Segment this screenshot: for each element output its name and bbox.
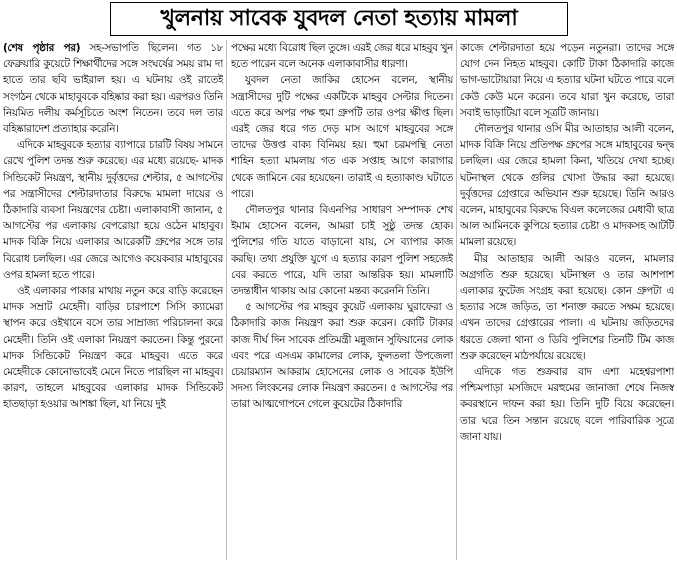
paragraph: যুবদল নেতা জাকির হোসেন বলেন, স্থানীয় সন্ত্রাসীদের দুটি পক্ষের একটিকে মাহবুব সেল্টার দিতেন। এতে করে অপর পক্ষ হুমা গ্রুপটি তার ওপর ক্ষীপ্ত ছিল। এরই জের ধরে গত দেড় মাস আগে মাহবুবের সঙ্গে তাদের উত্তপ্ত বাক্য বিনিময় হয়। হুমা চরমপন্থি নেতা শাহিন হত্যা মামলায় গত এক সপ্তাহ আগে কারাগার থেকে জামিনে বের হয়েছেন। তারাই এ হত্যাকাণ্ড ঘটাতে পারে। bbox=[231, 74, 453, 200]
article-column-2 bbox=[231, 40, 453, 560]
paragraph: এদিকে গত শুক্রবার বাদ এশা মহেশ্বরপাশা পশ্চিমপাড়া মসজিদে মরহুমের জানাজা শেষে নিজস্ব কবরস্থানে দাফন করা হয়। তিনি দুটি বিয়ে করেছেন। তার ঘরে তিন সন্তান রয়েছে বলে পারিবারিক সূত্রে জানা যায়। bbox=[460, 366, 674, 443]
paragraph: কাজে শেল্টারদাতা হয়ে পড়েন নতুনরা। তাদের সঙ্গে যোগ দেন নিহত মাহবুব। কোটি টাকা ঠিকাদারি কাজে ভাগ-ভাটোয়ারা নিয়ে এ হত্যার ঘটনা ঘটতে পারে বলে কেউ কেউ মনে করেন। তবে যারা খুন করেছে, তারা সবাই ভাড়াটিয়া বলে সূত্রটি জানায়। bbox=[460, 42, 674, 119]
article-column-3 bbox=[460, 40, 674, 560]
article-column-1 bbox=[3, 40, 223, 560]
headline-box bbox=[110, 2, 568, 36]
column-divider bbox=[456, 40, 457, 560]
paragraph: এদিকে মাহবুবকে হত্যার ব্যাপারে চারটি বিষয় সামনে রেখে পুলিশ তদন্ত শুরু করেছে। এর মধ্যে রয়েছে- মাদক সিন্ডিকেট নিয়ন্ত্রণ, স্থানীয় দুর্বৃত্তদের শেল্টার, ৫ আগস্টের পর সন্ত্রাসীদের শেল্টারদাতার বিরুদ্ধে মামলা দায়ের ও ঠিকাদারি ব্যবসা নিয়ন্ত্রণের চেষ্টা। এলাকাবাসী জানান, ৫ আগস্টের পর এলাকায় বেপরোয়া হয়ে ওঠেন মাহাবুব। মাদক বিক্রি নিয়ে এলাকার আরেকটি গ্রুপের সঙ্গে তার বিরোধ চলছিল। এর জেরে আগেও কয়েকবার মাহাবুবের ওপর হামলা হতে পারে। bbox=[3, 139, 223, 281]
paragraph: দৌলতপুর থানার বিএনপির সাধারণ সম্পাদক শেখ ইমাম হোসেন বলেন, আমরা চাই সুষ্ঠু তদন্ত হোক। পুলিশের গতি যাতে বাড়ানো যায়, সে ব্যাপার কাজ করছি। তথ্য প্রযুক্তি যুগে এ হত্যার কারণ পুলিশ সহজেই বের করতে পারে, যদি তারা আন্তরিক হয়। মামলাটি তদন্তাধীন থাকায় আর কোনো মন্তব্য করেননি তিনি। bbox=[231, 204, 453, 298]
paragraph: পক্ষের মধ্যে বিরোধ ছিল তুঙ্গে। এরই জের ধরে মাহবুব খুন হতে পারেন বলে অনেক এলাকাবাসীর ধারণা। bbox=[231, 42, 453, 71]
column-divider bbox=[226, 40, 227, 560]
paragraph: দৌলতপুর থানার ওসি মীর আতাহার আলী বলেন, মাদক বিক্রি নিয়ে প্রতিপক্ষ গ্রুপের সঙ্গে মাহাবুবের দ্বন্দ্ব চলছিল। এর জেরে হামলা কিনা, খতিয়ে দেখা হচ্ছে। ঘটনাস্থল থেকে গুলির খোসা উদ্ধার করা হয়েছে। দুর্বৃত্তদের গ্রেপ্তারে অভিযান শুরু হয়েছে। তিনি আরও বলেন, মাহাবুবের বিরুদ্ধে বিএল কলেজের মেধাবী ছাত্র আল আমিনকে কুপিয়ে হত্যার চেষ্টা ও মাদকসহ আটটি মামলা রয়েছে। bbox=[460, 123, 674, 249]
paragraph: মীর আতাহার আলী আরও বলেন, মামলার অগ্রগতি শুরু হয়েছে। ঘটনাস্থল ও তার আশপাশ এলাকার ফুটেজ সংগ্রহ করা হয়েছে। কোন গ্রুপটা এ হত্যার সঙ্গে জড়িত, তা শনাক্ত করতে সক্ষম হয়েছে। এখন তাদের গ্রেপ্তারের পালা। এ ঘটনায় জড়িতদের ধরতে জেলা থানা ও ডিবি পুলিশের তিনটি টিম কাজ শুরু করেছেন মাঠপর্যায়ে রয়েছে। bbox=[460, 252, 674, 362]
paragraph bbox=[3, 40, 223, 137]
headline: খুলনায় সাবেক যুবদল নেতা হত্যায় মামলা bbox=[160, 6, 518, 31]
paragraph: ৫ আগস্টের পর মাহবুব কুয়েট এলাকায় ঘুরাফেরা ও ঠিকাদারি কাজ নিয়ন্ত্রণ করা শুরু করেন। কোটি টাকার কাজ দীর্ঘ দিন সাবেক প্রতিমন্ত্রী মন্নুজান সুফিয়ানের লোক এবং পরে এসএম কামালের লোক, ফুলতলা উপজেলা চেয়ারম্যান আকরাম হোসেনের লোক ও সাবেক ইউপি সদস্য লিংকনের লোক নিয়ন্ত্রণ করতেন। ৫ আগস্টের পর তারা আত্মগোপনে গেলে কুয়েটের ঠিকাদারি bbox=[231, 301, 453, 411]
continuation-kicker: (শেষ পৃষ্ঠার পর) bbox=[3, 42, 81, 54]
paragraph-text: সহ-সভাপতি ছিলেন। গত ১৮ ফেব্রুয়ারি কুয়েটে শিক্ষার্থীদের সঙ্গে সংঘর্ষের সময় রাম দা হাতে তার ছবি ভাইরাল হয়। এ ঘটনায় ওই রাতেই সংগঠন থেকে মাহাবুবকে বহিষ্কার করা হয়। এরপরও তিনি নিয়মিত দলীয় কর্মসূচিতে অংশ নিতেন। তবে দল তার বহিষ্কারাদেশ প্রত্যাহার করেনি। bbox=[3, 42, 223, 136]
paragraph: ওই এলাকার পাকার মাথায় নতুন করে বাড়ি করেছেন মাদক সম্রাট মেহেদী। বাড়ির চারপাশে সিসি ক্যামেরা স্থাপন করে ওইখানে বসে তার সাম্রাজ্য পরিচালনা করে মেহেদী। তিনি ওই এলাকা নিয়ন্ত্রণ করতেন। কিন্তু পুরনো মাদক সিন্ডিকেট নিয়ন্ত্রণ করে মাহবুব। এতে করে মেহেদীকে কোনোভাবেই মেনে নিতে পারছিল না মাহবুব। কারণ, তাহলে মাহবুবের এলাকার মাদক সিন্ডিকেট হাতছাড়া হওয়ার আশঙ্কা ছিল, যা নিয়ে দুই bbox=[3, 285, 223, 411]
